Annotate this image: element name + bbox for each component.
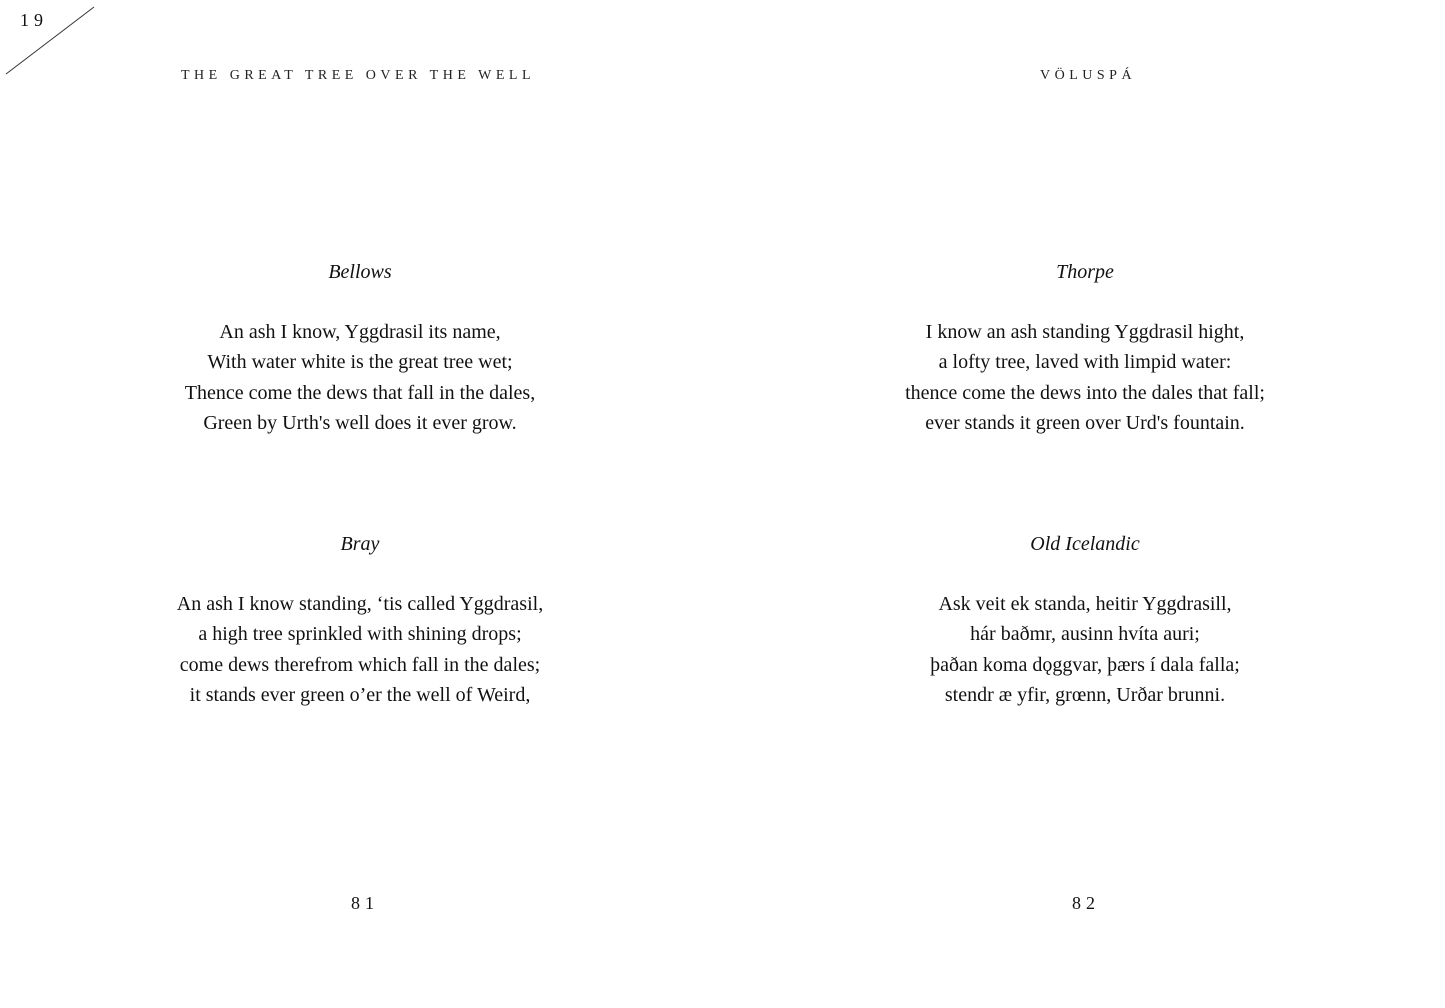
stanza-bellows	[150, 258, 570, 438]
stanza-bray	[150, 530, 570, 710]
verse-line: Ask veit ek standa, heitir Yggdrasill,	[938, 593, 1232, 615]
verse-line: thence come the dews into the dales that fall;	[905, 381, 1265, 404]
translator-name: Bray	[340, 533, 380, 555]
running-head-right: VÖLUSPÁ	[1040, 68, 1137, 83]
running-head-left: THE GREAT TREE OVER THE WELL	[181, 68, 535, 83]
verse-line: With water white is the great tree wet;	[207, 351, 513, 374]
stanza-thorpe	[875, 258, 1295, 438]
translator-name: Bellows	[328, 261, 392, 283]
verse-line: ever stands it green over Urd's fountain.	[925, 411, 1245, 434]
stanza-old-icelandic	[875, 530, 1295, 710]
page-number-right: 82	[1072, 893, 1100, 913]
left-page	[0, 0, 722, 1008]
verse-line: come dews therefrom which fall in the dales;	[179, 653, 541, 676]
verse-line: I know an ash standing Yggdrasil hight,	[925, 321, 1245, 343]
verse-line: An ash I know standing, ‘tis called Yggdrasil,	[176, 593, 544, 615]
right-page	[723, 0, 1445, 1008]
verse-line: it stands ever green o’er the well of Weird,	[189, 683, 531, 706]
verse-line: stendr æ yfir, grœnn, Urðar brunni.	[944, 683, 1226, 706]
section-number: 19	[20, 10, 48, 30]
translator-name: Thorpe	[1056, 261, 1114, 283]
verse-line: Green by Urth's well does it ever grow.	[203, 411, 517, 434]
verse-line: a lofty tree, laved with limpid water:	[938, 351, 1232, 374]
page-number-left: 81	[351, 893, 379, 913]
translator-name: Old Icelandic	[1030, 533, 1140, 555]
verse-line: hár baðmr, ausinn hvíta auri;	[970, 623, 1200, 646]
verse-line: þaðan koma dǫggvar, þærs í dala falla;	[930, 653, 1240, 676]
verse-line: An ash I know, Yggdrasil its name,	[219, 321, 501, 343]
verse-line: Thence come the dews that fall in the dales,	[184, 381, 536, 404]
verse-line: a high tree sprinkled with shining drops;	[198, 623, 522, 646]
